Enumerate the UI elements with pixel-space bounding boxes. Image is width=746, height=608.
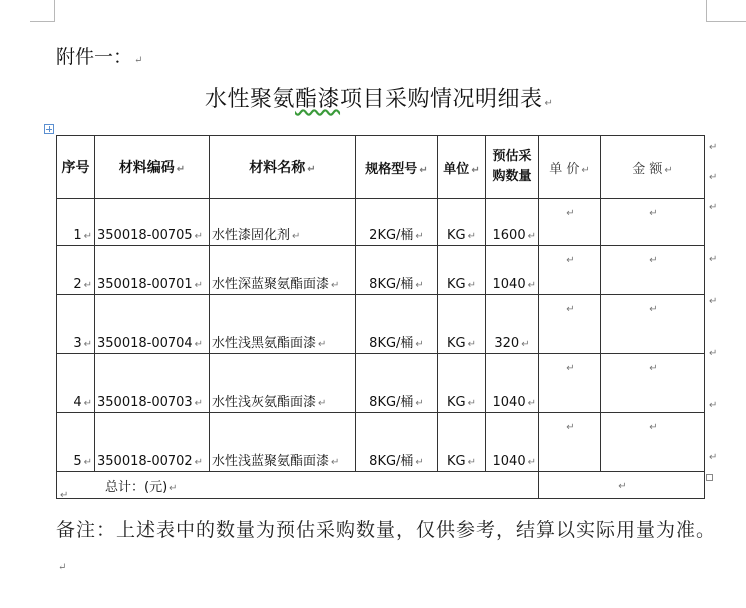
table-row	[57, 199, 705, 246]
cell-qty[interactable]: 1040 ↵	[486, 413, 539, 472]
cell-amount[interactable]: ↵	[601, 295, 705, 354]
row-end-mark: ↵	[709, 400, 718, 411]
cell-no[interactable]: 1 ↵	[57, 199, 95, 246]
cell-no[interactable]: 3 ↵	[57, 295, 95, 354]
document-title: 水性聚氨酯漆项目采购情况明细表 ↵	[205, 87, 554, 112]
page-corner-top-left	[54, 0, 61, 22]
page-corner-top-right	[706, 0, 708, 22]
table-row	[57, 354, 705, 413]
blank-paragraph-mark: ↵	[60, 490, 69, 501]
row-end-mark: ↵	[709, 202, 718, 213]
cell-price[interactable]: ↵	[539, 199, 601, 246]
cell-unit[interactable]: KG ↵	[438, 354, 486, 413]
page-corner-top-right-h	[707, 21, 746, 23]
cell-code[interactable]: 350018-00703 ↵	[95, 354, 210, 413]
cell-name[interactable]: 水性深蓝聚氨酯面漆 ↵	[210, 246, 356, 295]
cell-code[interactable]: 350018-00704 ↵	[95, 295, 210, 354]
cell-unit[interactable]: KG ↵	[438, 295, 486, 354]
cell-code[interactable]: 350018-00702 ↵	[95, 413, 210, 472]
cell-code[interactable]: 350018-00701 ↵	[95, 246, 210, 295]
cell-amount[interactable]: ↵	[601, 354, 705, 413]
cell-price[interactable]: ↵	[539, 295, 601, 354]
cell-spec[interactable]: 8KG/桶 ↵	[356, 354, 438, 413]
cell-amount[interactable]: ↵	[601, 246, 705, 295]
page-corner-top-left-h	[30, 21, 54, 23]
cell-qty[interactable]: 1600 ↵	[486, 199, 539, 246]
cell-no[interactable]: 4 ↵	[57, 354, 95, 413]
cell-name[interactable]: 水性浅灰氨酯面漆 ↵	[210, 354, 356, 413]
cell-spec[interactable]: 8KG/桶 ↵	[356, 295, 438, 354]
cell-name[interactable]: 水性浅蓝聚氨酯面漆 ↵	[210, 413, 356, 472]
procurement-table	[56, 135, 705, 499]
paragraph-mark: ↵	[134, 55, 143, 66]
cell-no[interactable]: 5 ↵	[57, 413, 95, 472]
cell-unit[interactable]: KG ↵	[438, 199, 486, 246]
cell-price[interactable]: ↵	[539, 354, 601, 413]
cell-price[interactable]: ↵	[539, 246, 601, 295]
table-resize-handle[interactable]	[706, 474, 713, 481]
header-unit: 单位 ↵	[438, 136, 486, 199]
table-row	[57, 246, 705, 295]
cell-spec[interactable]: 8KG/桶 ↵	[356, 246, 438, 295]
table-row	[57, 295, 705, 354]
header-spec: 规格型号 ↵	[356, 136, 438, 199]
cell-code[interactable]: 350018-00705 ↵	[95, 199, 210, 246]
cell-price[interactable]: ↵	[539, 413, 601, 472]
header-code: 材料编码 ↵	[95, 136, 210, 199]
table-row	[57, 413, 705, 472]
cell-amount[interactable]: ↵	[601, 199, 705, 246]
total-label-cell[interactable]: 总计：(元) ↵	[57, 472, 539, 499]
footnote-paragraph: 备注：上述表中的数量为预估采购数量，仅供参考，结算以实际用量为准。↵	[56, 519, 717, 573]
cell-qty[interactable]: 1040 ↵	[486, 354, 539, 413]
row-end-mark: ↵	[709, 452, 718, 463]
cell-spec[interactable]: 8KG/桶 ↵	[356, 413, 438, 472]
total-value-cell[interactable]: ↵	[539, 472, 705, 499]
attachment-label: 附件一： ↵	[56, 46, 143, 68]
row-end-mark: ↵	[709, 172, 718, 183]
cell-name[interactable]: 水性漆固化剂 ↵	[210, 199, 356, 246]
table-header-row	[57, 136, 705, 199]
header-qty: 预估采购数量	[486, 136, 539, 199]
cell-no[interactable]: 2 ↵	[57, 246, 95, 295]
table-move-handle-icon[interactable]	[44, 124, 54, 134]
cell-qty[interactable]: 1040 ↵	[486, 246, 539, 295]
header-name: 材料名称 ↵	[210, 136, 356, 199]
cell-qty[interactable]: 320 ↵	[486, 295, 539, 354]
cell-spec[interactable]: 2KG/桶 ↵	[356, 199, 438, 246]
row-end-mark: ↵	[709, 296, 718, 307]
cell-amount[interactable]: ↵	[601, 413, 705, 472]
cell-unit[interactable]: KG ↵	[438, 246, 486, 295]
row-end-mark: ↵	[709, 348, 718, 359]
header-price: 单 价 ↵	[539, 136, 601, 199]
header-no: 序号	[57, 136, 95, 199]
header-amount: 金 额 ↵	[601, 136, 705, 199]
cell-unit[interactable]: KG ↵	[438, 413, 486, 472]
table-total-row	[57, 472, 705, 499]
cell-name[interactable]: 水性浅黑氨酯面漆 ↵	[210, 295, 356, 354]
row-end-mark: ↵	[709, 142, 718, 153]
spellcheck-underline: 酯漆	[295, 87, 341, 112]
row-end-mark: ↵	[709, 254, 718, 265]
